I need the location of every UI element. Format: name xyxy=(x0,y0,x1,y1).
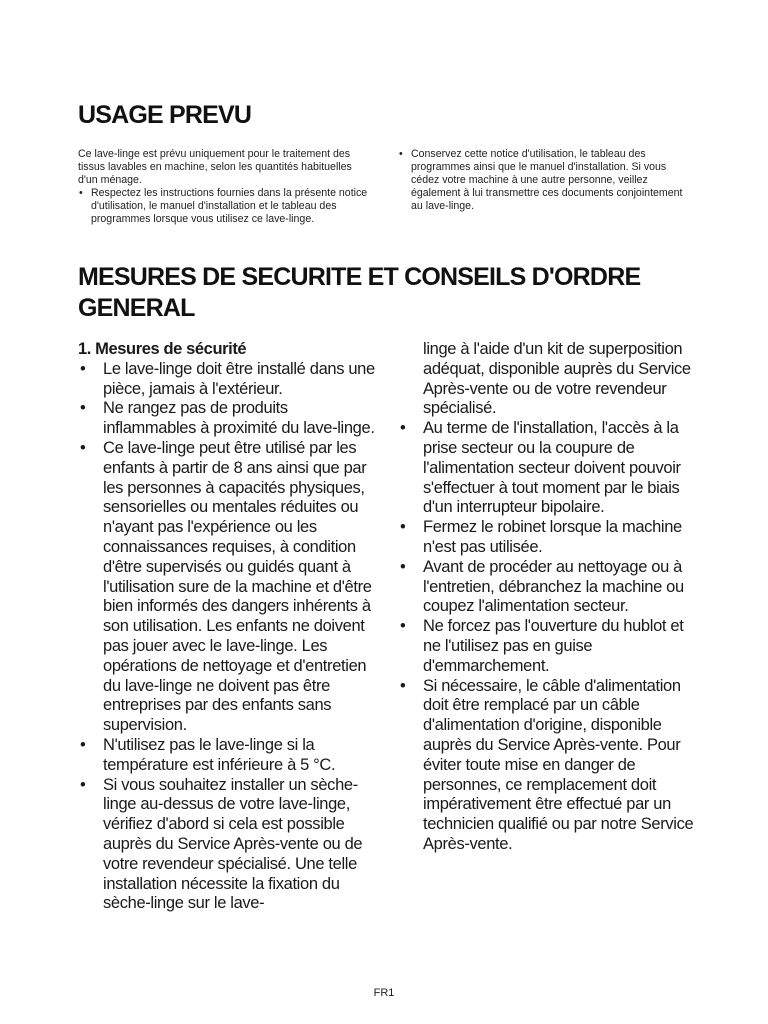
safety-bullet: • Au terme de l'installation, l'accès à la prise secteur ou la coupure de l'alimentation secteur doivent pouvoir s'effectuer à tout moment par le biais d'un interrupteur bipolaire. xyxy=(398,419,698,518)
bullet-continuation: linge à l'aide d'un kit de superposition adéquat, disponible auprès du Service Après-vente ou de votre revendeur spécialisé. xyxy=(423,340,691,418)
safety-bullet: • Ne forcez pas l'ouverture du hublot et ne l'utilisez pas en guise d'emmarchement. xyxy=(398,617,698,676)
safety-bullet-list-right xyxy=(398,419,698,855)
usage-left-column xyxy=(78,148,374,226)
safety-right-column xyxy=(398,340,698,855)
usage-bullet: • Respectez les instructions fournies dans la présente notice d'utilisation, le manuel d'installation et le tableau des programmes lorsque vous utilisez ce lave-linge. xyxy=(78,187,374,226)
section-title-usage: USAGE PREVU xyxy=(78,101,252,129)
safety-bullet: • Avant de procéder au nettoyage ou à l'entretien, débranchez la machine ou coupez l'alimentation secteur. xyxy=(398,558,698,617)
usage-bullet: • Conservez cette notice d'utilisation, le tableau des programmes ainsi que le manuel d'installation. Si vous cédez votre machine à une autre personne, veillez également à lui transmettre ces documents conjointement au lave-linge. xyxy=(398,148,690,213)
safety-bullet: • Le lave-linge doit être installé dans une pièce, jamais à l'extérieur. xyxy=(78,360,378,400)
safety-bullet-list-left xyxy=(78,360,378,914)
safety-bullet: • Si vous souhaitez installer un sèche-linge au-dessus de votre lave-linge, vérifiez d'abord si cela est possible auprès du Service Après-vente ou de votre revendeur spécialisé. Une telle installation nécessite la fixation du sèche-linge sur le lave- xyxy=(78,776,378,915)
safety-bullet: • N'utilisez pas le lave-linge si la température est inférieure à 5 °C. xyxy=(78,736,378,776)
usage-intro: Ce lave-linge est prévu uniquement pour le traitement des tissus lavables en machine, selon les quantités habituelles d'un ménage. xyxy=(78,148,352,186)
subsection-heading: 1. Mesures de sécurité xyxy=(78,340,247,358)
safety-bullet: • Fermez le robinet lorsque la machine n'est pas utilisée. xyxy=(398,518,698,558)
safety-bullet: • Ce lave-linge peut être utilisé par les enfants à partir de 8 ans ainsi que par les personnes à capacités physiques, sensorielles ou mentales réduites ou n'ayant pas l'expérience ou les connaissances requises, à condition d'être supervisés ou guidés quant à l'utilisation sure de la machine et d'être bien informés des dangers inhérents à son utilisation. Les enfants ne doivent pas jouer avec le lave-linge. Les opérations de nettoyage et d'entretien du lave-linge ne doivent pas être entreprises par des enfants sans supervision. xyxy=(78,439,378,736)
usage-right-column xyxy=(398,148,690,213)
page-number: FR1 xyxy=(373,987,395,999)
usage-bullet-list-left xyxy=(78,187,374,226)
usage-bullet-list-right xyxy=(398,148,690,213)
safety-left-column xyxy=(78,340,378,914)
safety-bullet: • Si nécessaire, le câble d'alimentation doit être remplacé par un câble d'alimentation d'origine, disponible auprès du Service Après-vente. Pour éviter toute mise en danger de personnes, ce remplacement doit impérativement être effectué par un technicien qualifié ou par notre Service Après-vente. xyxy=(398,677,698,855)
section-title-mesures: MESURES DE SECURITE ET CONSEILS D'ORDRE GENERAL xyxy=(78,263,641,322)
safety-bullet: • Ne rangez pas de produits inflammables à proximité du lave-linge. xyxy=(78,399,378,439)
